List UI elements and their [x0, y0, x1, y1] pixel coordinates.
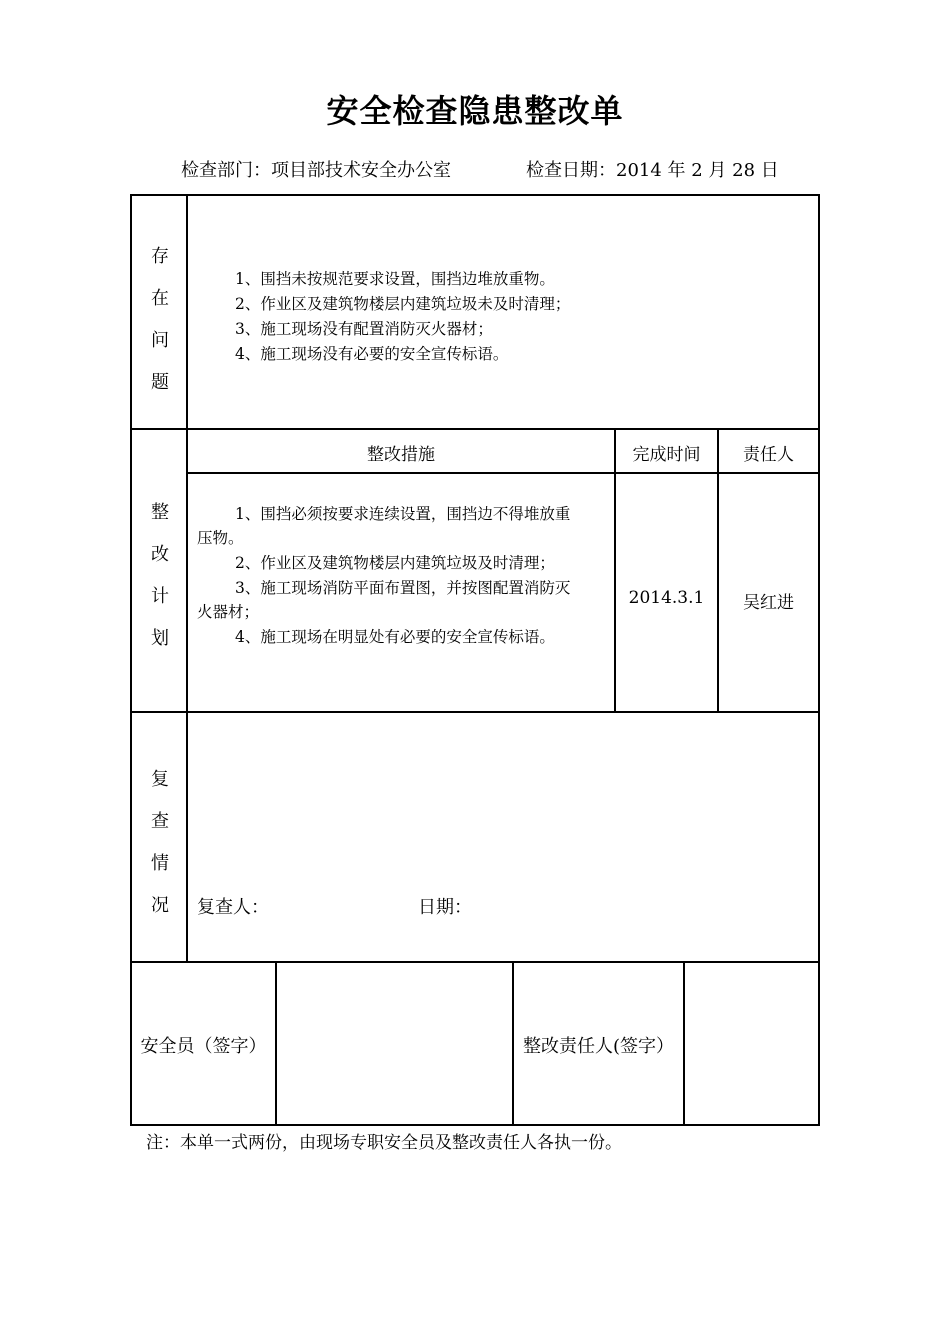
safety-officer-signature-label: 安全员（签字） — [140, 1036, 267, 1057]
row-divider — [188, 472, 818, 474]
plan-line: 火器材； — [197, 603, 260, 621]
col-divider — [717, 428, 719, 713]
col-divider — [614, 428, 616, 713]
row-divider — [132, 428, 818, 430]
row-divider — [132, 961, 818, 963]
review-label: 复 查 情 况 — [151, 769, 169, 916]
col-divider — [683, 961, 685, 1126]
reviewer-field: 复查人： — [197, 897, 269, 918]
col-divider — [275, 961, 277, 1126]
plan-line: 1、围挡必须按要求连续设置，围挡边不得堆放重 — [235, 505, 571, 523]
problem-item: 1、围挡未按规范要求设置，围挡边堆放重物。 — [235, 270, 555, 288]
row-divider — [132, 711, 818, 713]
problems-label: 存 在 问 题 — [151, 246, 169, 393]
problem-item: 3、施工现场没有配置消防灭火器材； — [235, 320, 493, 338]
problem-item: 4、施工现场没有必要的安全宣传标语。 — [235, 345, 509, 363]
plan-label: 整 改 计 划 — [151, 502, 169, 649]
form-title: 安全检查隐患整改单 — [326, 92, 624, 130]
owner-signature-label: 整改责任人(签字） — [522, 1036, 675, 1057]
inspection-department: 检查部门：项目部技术安全办公室 — [181, 160, 451, 181]
inspection-date: 检查日期：2014 年 2 月 28 日 — [526, 160, 779, 181]
completion-time-header: 完成时间 — [632, 445, 701, 465]
owner-header: 责任人 — [743, 445, 794, 465]
problem-item: 2、作业区及建筑物楼层内建筑垃圾未及时清理； — [235, 295, 571, 313]
footnote: 注：本单一式两份，由现场专职安全员及整改责任人各执一份。 — [146, 1133, 622, 1153]
review-date-field: 日期： — [418, 897, 472, 918]
plan-line: 4、施工现场在明显处有必要的安全宣传标语。 — [235, 628, 555, 646]
plan-line: 压物。 — [197, 529, 244, 547]
plan-line: 2、作业区及建筑物楼层内建筑垃圾及时清理； — [235, 554, 555, 572]
owner-value: 吴红进 — [743, 593, 794, 613]
completion-time-value: 2014.3.1 — [628, 588, 705, 608]
plan-line: 3、施工现场消防平面布置图，并按图配置消防灭 — [235, 579, 571, 597]
measures-header: 整改措施 — [367, 445, 435, 465]
rectification-table — [130, 194, 820, 1126]
